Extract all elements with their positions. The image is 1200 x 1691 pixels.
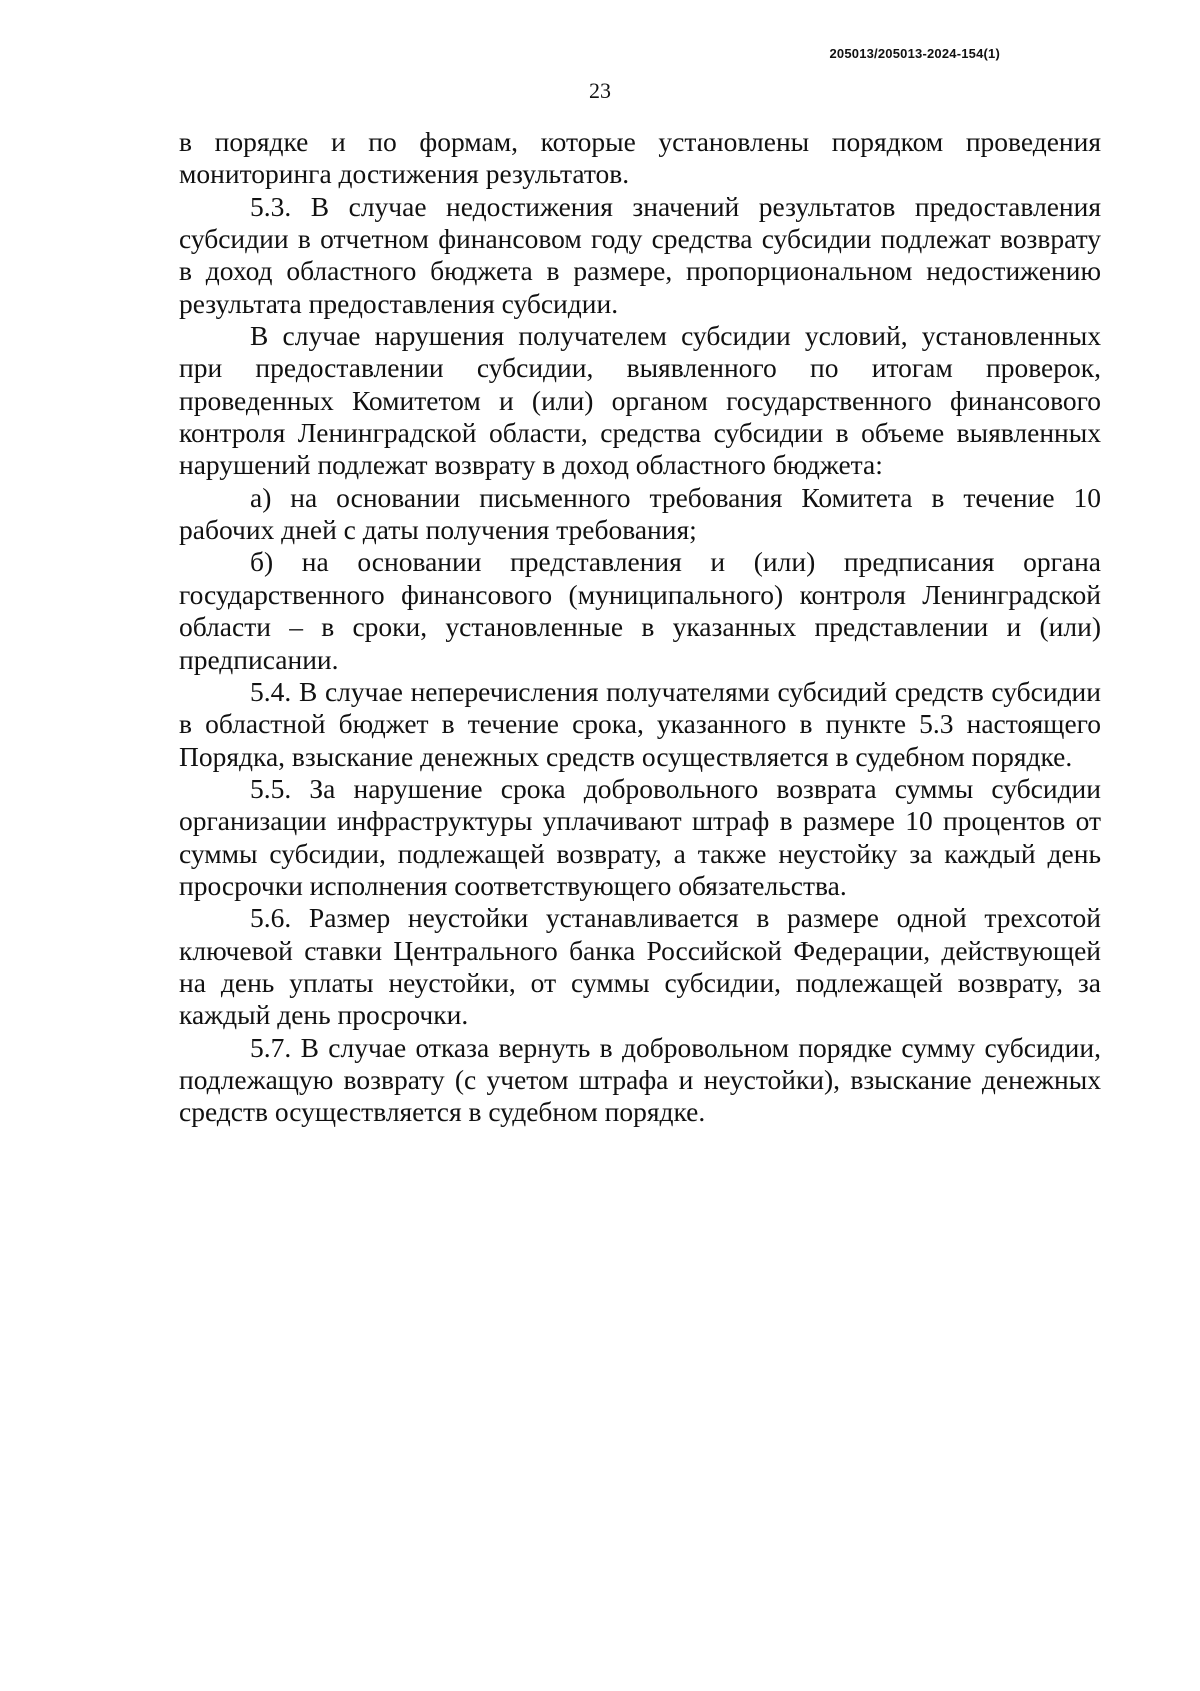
paragraph-5-7: 5.7. В случае отказа вернуть в добровольном порядке сумму субсидии, подлежащую возврату (с учетом штрафа и неустойки), взыскание денежных средств осуществляется в судебном порядке. (179, 1031, 1101, 1128)
paragraph-5-5: 5.5. За нарушение срока добровольного возврата суммы субсидии организации инфраструктуры уплачивают штраф в размере 10 процентов от суммы субсидии, подлежащей возврату, а также неустойку за каждый день просрочки исполнения соответствующего обязательства. (179, 772, 1101, 901)
document-registration-number: 205013/205013-2024-154(1) (829, 46, 1000, 61)
paragraph-item-a: а) на основании письменного требования Комитета в течение 10 рабочих дней с даты получения требования; (179, 481, 1101, 546)
document-body (179, 126, 1101, 1129)
paragraph-5-3: 5.3. В случае недостижения значений результатов предоставления субсидии в отчетном финансовом году средства субсидии подлежат возврату в доход областного бюджета в размере, пропорциональном недостижению результата предоставления субсидии. (179, 190, 1101, 319)
paragraph-violation-return: В случае нарушения получателем субсидии условий, установленных при предоставлении субсидии, выявленного по итогам проверок, проведенных Комитетом и (или) органом государственного финансового контроля Ленинградской области, средства субсидии в объеме выявленных нарушений подлежат возврату в доход областного бюджета: (179, 320, 1101, 481)
paragraph-item-b: б) на основании представления и (или) предписания органа государственного финансового (муниципального) контроля Ленинградской области – в сроки, установленные в указанных представлении и (или) предписании. (179, 546, 1101, 675)
paragraph-5-6: 5.6. Размер неустойки устанавливается в размере одной трехсотой ключевой ставки Центрального банка Российской Федерации, действующей на день уплаты неустойки, от суммы субсидии, подлежащей возврату, за каждый день просрочки. (179, 902, 1101, 1031)
paragraph-5-4: 5.4. В случае неперечисления получателями субсидий средств субсидии в областной бюджет в течение срока, указанного в пункте 5.3 настоящего Порядка, взыскание денежных средств осуществляется в судебном порядке. (179, 675, 1101, 772)
page-number: 23 (589, 78, 611, 103)
paragraph-continuation: в порядке и по формам, которые установлены порядком проведения мониторинга достижения результатов. (179, 126, 1101, 190)
